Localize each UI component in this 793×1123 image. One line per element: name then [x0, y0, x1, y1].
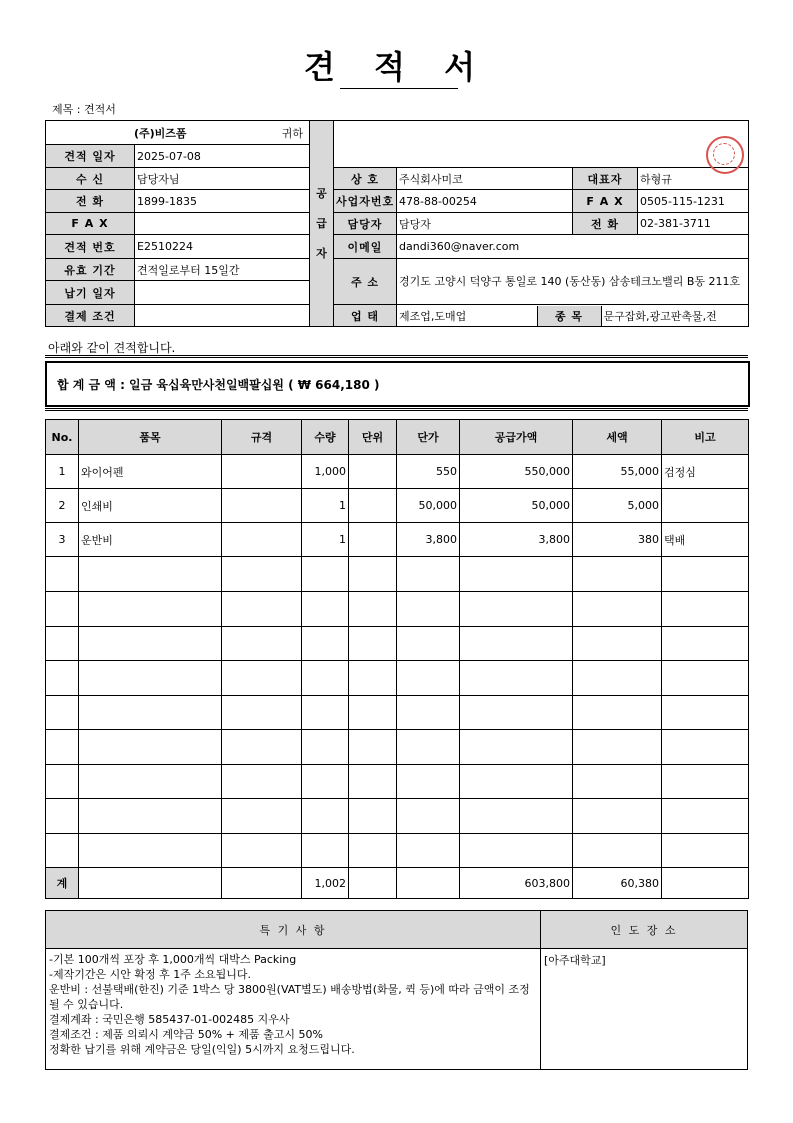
client-field-value: 1899-1835: [135, 190, 310, 213]
col-header-no: No.: [46, 420, 79, 455]
item-price: 50,000: [397, 489, 460, 523]
item-no: 3: [46, 523, 79, 557]
item-supply: 550,000: [460, 455, 573, 489]
supplier-phone-label: 전 화: [573, 213, 638, 235]
table-row-empty: [46, 799, 749, 834]
item-price: 3,800: [397, 523, 460, 557]
col-header-unit: 단위: [349, 420, 397, 455]
total-amount: 합 계 금 액 : 일금 육십육만사천일백팔십원 ( ₩ 664,180 ): [57, 378, 380, 392]
client-field-label: 수 신: [46, 168, 135, 190]
page-title: 견 적 서: [303, 48, 490, 86]
supplier-email: dandi360@naver.com: [397, 235, 749, 259]
client-field-label: F A X: [46, 213, 135, 235]
item-supply: 50,000: [460, 489, 573, 523]
supplier-fax: 0505-115-1231: [638, 190, 749, 213]
table-row-empty: [46, 696, 749, 730]
item-qty: 1: [302, 489, 349, 523]
supplier-phone: 02-381-3711: [638, 213, 749, 235]
supplier-side-char: 자: [316, 246, 327, 260]
divider: [45, 355, 748, 356]
client-field-value: [135, 213, 310, 235]
supplier-side-label: [310, 121, 334, 327]
client-field-value: 담당자님: [135, 168, 310, 190]
col-header-tax: 세액: [573, 420, 662, 455]
table-row-empty: [46, 730, 749, 765]
item-tax: 5,000: [573, 489, 662, 523]
table-row-empty: [46, 592, 749, 627]
col-header-qty: 수량: [302, 420, 349, 455]
delivery-header: 인 도 장 소: [541, 911, 748, 949]
item-spec: [222, 523, 302, 557]
totals-tax: 60,380: [573, 868, 662, 899]
note-line: 운반비 : 선불택배(한진) 기준 1박스 당 3800원(VAT별도) 배송방법(화물, 퀵 등)에 따라 금액이 조정될 수 있습니다.: [49, 983, 530, 1011]
table-row-empty: [46, 557, 749, 592]
supplier-bizno: 478-88-00254: [397, 190, 573, 213]
item-note: [662, 489, 749, 523]
total-amount-box: [45, 361, 750, 407]
divider: [45, 410, 748, 411]
supplier-manager: 담당자: [397, 213, 573, 235]
supplier-side-char: 공: [316, 186, 327, 200]
note-line: 정확한 납기를 위해 계약금은 당일(익일) 5시까지 요청드립니다.: [49, 1043, 355, 1056]
supplier-fax-label: F A X: [573, 190, 638, 213]
item-unit: [349, 455, 397, 489]
notes-body: [46, 949, 541, 1070]
supplier-biztype-row: [397, 305, 749, 327]
supplier-ceo-label: 대표자: [573, 168, 638, 190]
supplier-item-label: 종 목: [537, 306, 601, 326]
subject: 제목 : 견적서: [52, 103, 116, 116]
client-field-value: 견적일로부터 15일간: [135, 259, 310, 281]
client-name-cell: [46, 121, 310, 145]
supplier-biztype-label: 업 태: [334, 305, 397, 327]
item-unit: [349, 523, 397, 557]
client-field-value: 2025-07-08: [135, 145, 310, 168]
item-note: 택배: [662, 523, 749, 557]
note-line: 결제계좌 : 국민은행 585437-01-002485 지우사: [49, 1013, 290, 1026]
item-no: 2: [46, 489, 79, 523]
notes-table: [45, 910, 748, 1070]
table-row: [46, 523, 749, 557]
delivery-place: [아주대학교]: [541, 949, 748, 1070]
table-row-empty: [46, 661, 749, 696]
col-header-supply: 공급가액: [460, 420, 573, 455]
supplier-top-blank: [334, 121, 749, 168]
item-name: 인쇄비: [79, 489, 222, 523]
client-field-label: 결제 조건: [46, 305, 135, 327]
item-qty: 1: [302, 523, 349, 557]
client-honorific: 귀하: [281, 127, 303, 140]
item-qty: 1,000: [302, 455, 349, 489]
item-tax: 380: [573, 523, 662, 557]
note-line: 결제조건 : 제품 의뢰시 계약금 50% + 제품 출고시 50%: [49, 1028, 323, 1041]
supplier-company-label: 상 호: [334, 168, 397, 190]
supplier-manager-label: 담당자: [334, 213, 397, 235]
client-field-value: [135, 305, 310, 327]
divider: [45, 357, 748, 358]
divider: [45, 408, 748, 409]
item-tax: 55,000: [573, 455, 662, 489]
table-row: [46, 455, 749, 489]
table-row-empty: [46, 627, 749, 661]
item-spec: [222, 455, 302, 489]
supplier-ceo: 하형규: [640, 172, 672, 186]
supplier-ceo-cell: [638, 168, 749, 190]
supplier-biztype: 제조업,도매업: [397, 306, 537, 326]
header-info-table: [45, 120, 749, 327]
totals-supply: 603,800: [460, 868, 573, 899]
supplier-email-label: 이메일: [334, 235, 397, 259]
totals-qty: 1,002: [302, 868, 349, 899]
supplier-company: 주식회사미코: [397, 168, 573, 190]
item-name: 운반비: [79, 523, 222, 557]
col-header-price: 단가: [397, 420, 460, 455]
title-underline: [340, 88, 458, 89]
item-no: 1: [46, 455, 79, 489]
col-header-spec: 규격: [222, 420, 302, 455]
client-field-label: 견적 번호: [46, 235, 135, 259]
client-field-label: 견적 일자: [46, 145, 135, 168]
supplier-address-label: 주 소: [334, 259, 397, 305]
client-field-label: 유효 기간: [46, 259, 135, 281]
item-supply: 3,800: [460, 523, 573, 557]
note-line: -기본 100개씩 포장 후 1,000개씩 대박스 Packing: [49, 953, 297, 966]
client-field-value: [135, 281, 310, 305]
col-header-note: 비고: [662, 420, 749, 455]
item-name: 와이어펜: [79, 455, 222, 489]
client-field-label: 전 화: [46, 190, 135, 213]
supplier-bizno-label: 사업자번호: [334, 190, 397, 213]
totals-row: [46, 868, 749, 899]
client-field-label: 납기 일자: [46, 281, 135, 305]
notes-header: 특 기 사 항: [46, 911, 541, 949]
item-unit: [349, 489, 397, 523]
seal-stamp-icon: [706, 136, 744, 174]
supplier-side-char: 급: [316, 216, 327, 230]
supplier-item: 문구잡화,광고판촉물,전: [603, 309, 717, 323]
item-spec: [222, 489, 302, 523]
intro-text: 아래와 같이 견적합니다.: [48, 341, 176, 355]
table-row-empty: [46, 834, 749, 868]
col-header-name: 품목: [79, 420, 222, 455]
supplier-address: 경기도 고양시 덕양구 통일로 140 (동산동) 삼송테크노밸리 B동 211호: [397, 259, 749, 305]
client-field-value: E2510224: [135, 235, 310, 259]
table-row: [46, 489, 749, 523]
totals-label: 계: [46, 868, 79, 899]
biztype-inner: [397, 306, 748, 326]
items-table: [45, 419, 749, 899]
item-price: 550: [397, 455, 460, 489]
table-row-empty: [46, 765, 749, 799]
note-line: -제작기간은 시안 확정 후 1주 소요됩니다.: [49, 968, 251, 981]
item-note: 검정심: [662, 455, 749, 489]
client-name: (주)비즈폼: [134, 127, 187, 140]
